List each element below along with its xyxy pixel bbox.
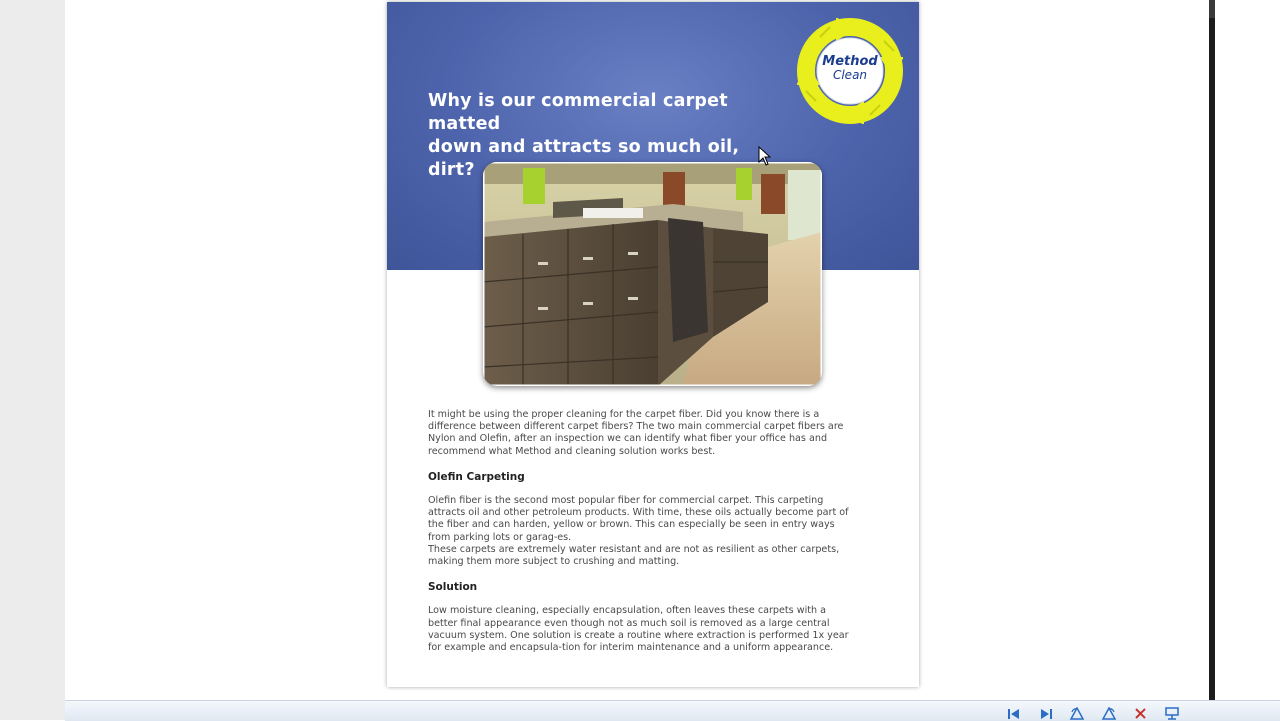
section-heading-solution: Solution (428, 581, 478, 594)
section-heading-olefin: Olefin Carpeting (428, 470, 525, 483)
right-margin (1210, 0, 1280, 700)
last-page-button[interactable] (1037, 706, 1055, 721)
first-page-icon (1007, 708, 1021, 720)
headline-line-2: down and attracts so much oil, dirt? (428, 137, 740, 180)
headline-line-1: Why is our commercial carpet matted (428, 91, 728, 134)
logo-text-method: Method (822, 54, 878, 69)
first-page-button[interactable] (1005, 706, 1023, 721)
rotate-right-button[interactable] (1100, 706, 1118, 721)
document-page (387, 2, 919, 687)
close-button[interactable] (1131, 706, 1149, 721)
intro-paragraph: It might be using the proper cleaning for the carpet fiber. Did you know there is a difference between different carpet fibers? The two main commercial carpet fibers are Nylon and Olefin, after an inspection we can identify what fiber your office has and recommend what Method and cleaning solution works best. (428, 409, 844, 457)
logo-wordmark (803, 55, 897, 82)
present-button[interactable] (1163, 706, 1181, 721)
left-gutter (0, 0, 65, 720)
solution-paragraph: Low moisture cleaning, especially encapsulation, often leaves these carpets with a better final appearance even though not as much soil is removed as a large central vacuum system. One solution is create a routine where extraction is performed 1x year for example and encapsula-tion for interim maintenance and a uniform appearance. (428, 605, 849, 654)
scrollbar-thumb[interactable] (1209, 0, 1215, 18)
rotate-left-button[interactable] (1068, 706, 1086, 721)
olefin-paragraph-2: These carpets are extremely water resistant and are not as resilient as other carpets, making them more subject to crushing and matting. (428, 543, 840, 568)
rotate-right-icon (1101, 707, 1117, 720)
olefin-paragraph-1: Olefin fiber is the second most popular fiber for commercial carpet. This carpeting attracts oil and other petroleum products. With time, these oils actually become part of the fiber and can harden, yellow or brown. This can especially be seen in entry ways from parking lots or garag-es. (428, 495, 849, 543)
last-page-icon (1039, 708, 1053, 720)
rotate-left-icon (1069, 707, 1085, 720)
office-photo (483, 162, 822, 386)
mouse-cursor-icon (758, 146, 772, 166)
viewer-toolbar (65, 700, 1280, 721)
article-body (428, 409, 858, 654)
close-icon (1134, 707, 1147, 720)
logo-text-clean: Clean (832, 68, 868, 82)
vertical-scrollbar[interactable] (1209, 0, 1215, 700)
present-icon (1164, 707, 1180, 720)
